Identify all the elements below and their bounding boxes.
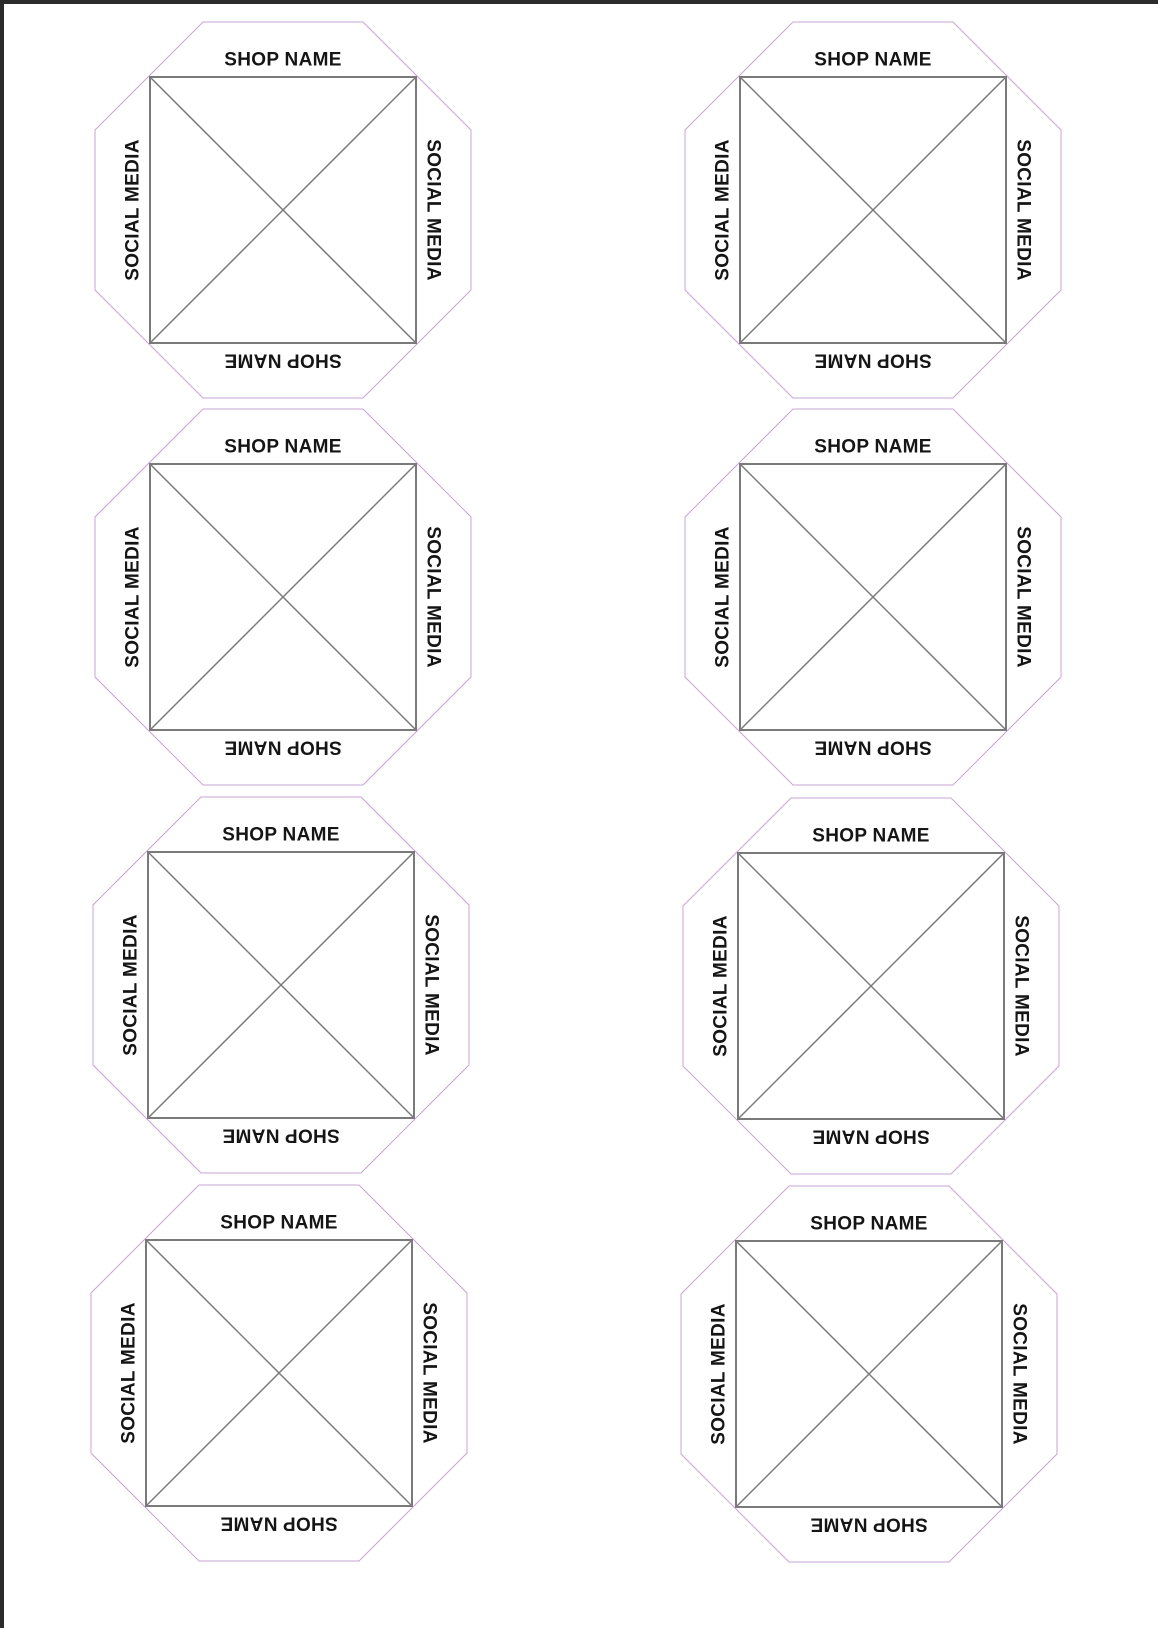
octagon-card [681, 796, 1061, 1176]
octagon-card [93, 20, 473, 400]
social-media-right: SOCIAL MEDIA [1012, 139, 1034, 281]
octagon-outline [679, 1184, 1059, 1564]
octagon-outline [91, 795, 471, 1175]
octagon-outline [89, 1183, 469, 1563]
octagon-card [91, 795, 471, 1175]
shop-name-bottom: SHOP NAME [224, 736, 342, 758]
social-media-right: SOCIAL MEDIA [1008, 1303, 1030, 1445]
shop-name-bottom: SHOP NAME [812, 1125, 930, 1147]
octagon-card [89, 1183, 469, 1563]
shop-name-top: SHOP NAME [814, 49, 932, 71]
shop-name-top: SHOP NAME [812, 825, 930, 847]
octagon-outline [683, 20, 1063, 400]
social-media-right: SOCIAL MEDIA [422, 139, 444, 281]
shop-name-top: SHOP NAME [814, 436, 932, 458]
social-media-left: SOCIAL MEDIA [708, 1303, 730, 1445]
shop-name-bottom: SHOP NAME [220, 1512, 338, 1534]
social-media-right: SOCIAL MEDIA [418, 1302, 440, 1444]
octagon-outline [93, 20, 473, 400]
octagon-outline [683, 407, 1063, 787]
octagon-outline [681, 796, 1061, 1176]
shop-name-bottom: SHOP NAME [814, 349, 932, 371]
social-media-right: SOCIAL MEDIA [1010, 915, 1032, 1057]
social-media-left: SOCIAL MEDIA [122, 139, 144, 281]
social-media-left: SOCIAL MEDIA [118, 1302, 140, 1444]
shop-name-bottom: SHOP NAME [814, 736, 932, 758]
social-media-right: SOCIAL MEDIA [422, 526, 444, 668]
shop-name-top: SHOP NAME [220, 1212, 338, 1234]
shop-name-top: SHOP NAME [224, 49, 342, 71]
template-sheet [4, 4, 1158, 1628]
social-media-left: SOCIAL MEDIA [712, 526, 734, 668]
social-media-left: SOCIAL MEDIA [120, 914, 142, 1056]
shop-name-bottom: SHOP NAME [224, 349, 342, 371]
octagon-card [93, 407, 473, 787]
shop-name-top: SHOP NAME [224, 436, 342, 458]
social-media-left: SOCIAL MEDIA [712, 139, 734, 281]
octagon-outline [93, 407, 473, 787]
social-media-right: SOCIAL MEDIA [1012, 526, 1034, 668]
shop-name-top: SHOP NAME [810, 1213, 928, 1235]
shop-name-bottom: SHOP NAME [222, 1124, 340, 1146]
shop-name-top: SHOP NAME [222, 824, 340, 846]
social-media-right: SOCIAL MEDIA [420, 914, 442, 1056]
octagon-card [683, 20, 1063, 400]
social-media-left: SOCIAL MEDIA [122, 526, 144, 668]
social-media-left: SOCIAL MEDIA [710, 915, 732, 1057]
shop-name-bottom: SHOP NAME [810, 1513, 928, 1535]
octagon-card [683, 407, 1063, 787]
octagon-card [679, 1184, 1059, 1564]
